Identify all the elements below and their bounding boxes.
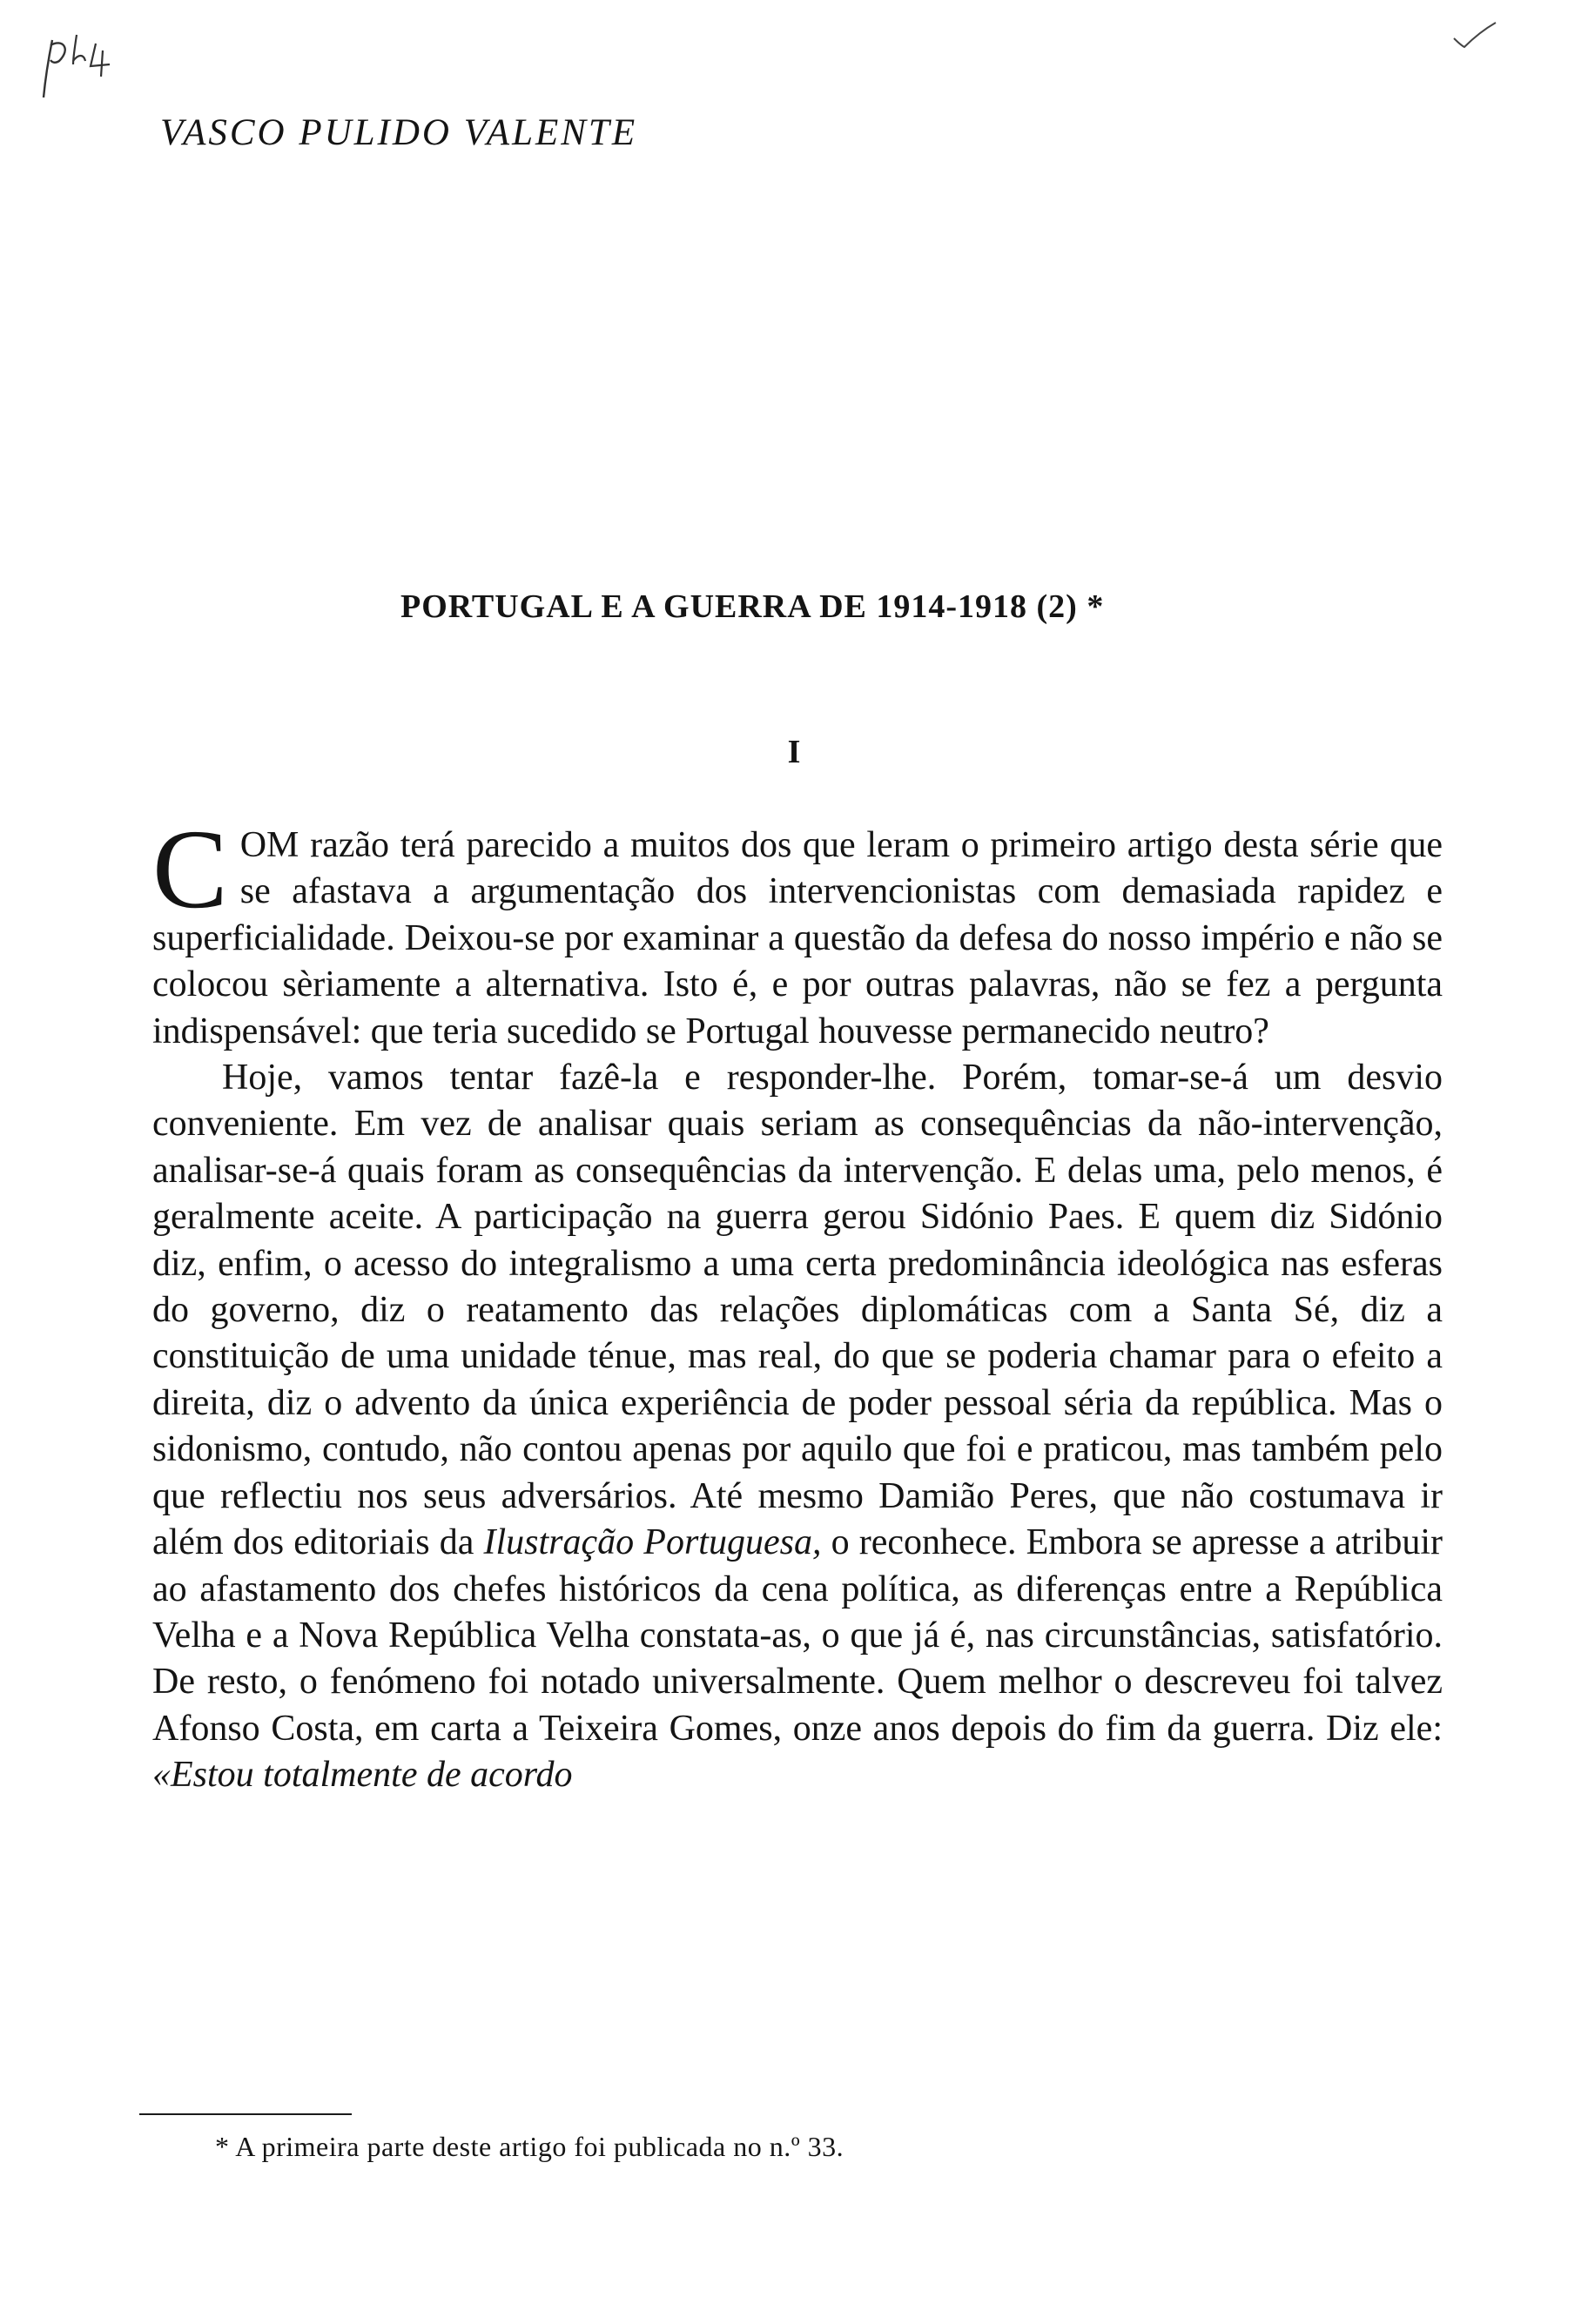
quote-start: «Estou totalmente de acordo: [152, 1755, 573, 1796]
author-name: VASCO PULIDO VALENTE: [160, 112, 638, 153]
paragraph-2-text-a: Hoje, vamos tentar fazê-la e responder-lhe. Porém, tomar-se-á um desvio conveniente. Em vez de analisar quais seriam as consequências da não-intervenção, analisar-se-á quais foram as consequências da intervenção. E delas uma, pelo menos, é geralmente aceite. A participação na guerra gerou Sidónio Paes. E quem diz Sidónio diz, enfim, o acesso do integralismo a uma certa predominância ideológica nas esferas do governo, diz o reatamento das relações diplomáticas com a Santa Sé, diz a constituição de uma unidade ténue, mas real, do que se poderia chamar para o efeito a direita, diz o advento da única experiência de poder pessoal séria da república. Mas o sidonismo, contudo, não contou apenas por aquilo que foi e praticou, mas também pelo que reflectiu nos seus adversários. Até mesmo Damião Peres, que não costumava ir além dos editoriais da: [152, 1058, 1443, 1563]
article-title: PORTUGAL E A GUERRA DE 1914-1918 (2) *: [400, 588, 1105, 625]
footnote-divider: [139, 2113, 352, 2115]
paragraph-2: [152, 1055, 1443, 1799]
paragraph-1: [152, 807, 1443, 1055]
section-number: I: [787, 734, 801, 770]
paragraph-2-text-b: o reconhece. Embora se apresse a atribuir ao afastamento dos chefes históricos da cena política, as diferenças entre a República Velha e a Nova República Velha constata-as, o que já é, nas circunstâncias, satisfatório. De resto, o fenómeno foi notado universalmente. Quem melhor o descreveu foi talvez Afonso Costa, em carta a Teixeira Gomes, onze anos depois do fim da guerra. Diz ele:: [152, 1522, 1443, 1749]
check-mark-icon: [1447, 19, 1499, 54]
handwritten-annotation-icon: [33, 31, 138, 101]
drop-cap: C: [152, 807, 228, 932]
footnote: * A primeira parte deste artigo foi publicada no n.º 33.: [215, 2131, 844, 2162]
paragraph-1-text: OM razão terá parecido a muitos dos que leram o primeiro artigo desta série que se afastava a argumentação dos intervencionistas com demasiada rapidez e superficialidade. Deixou-se por examinar a questão da defesa do nosso império e não se colocou sèriamente a alternativa. Isto é, e por outras palavras, não se fez a pergunta indispensável: que teria sucedido se Portugal houvesse permanecido neutro?: [152, 825, 1443, 1051]
publication-name: Ilustração Portuguesa,: [483, 1522, 822, 1563]
article-body: [152, 807, 1443, 1799]
